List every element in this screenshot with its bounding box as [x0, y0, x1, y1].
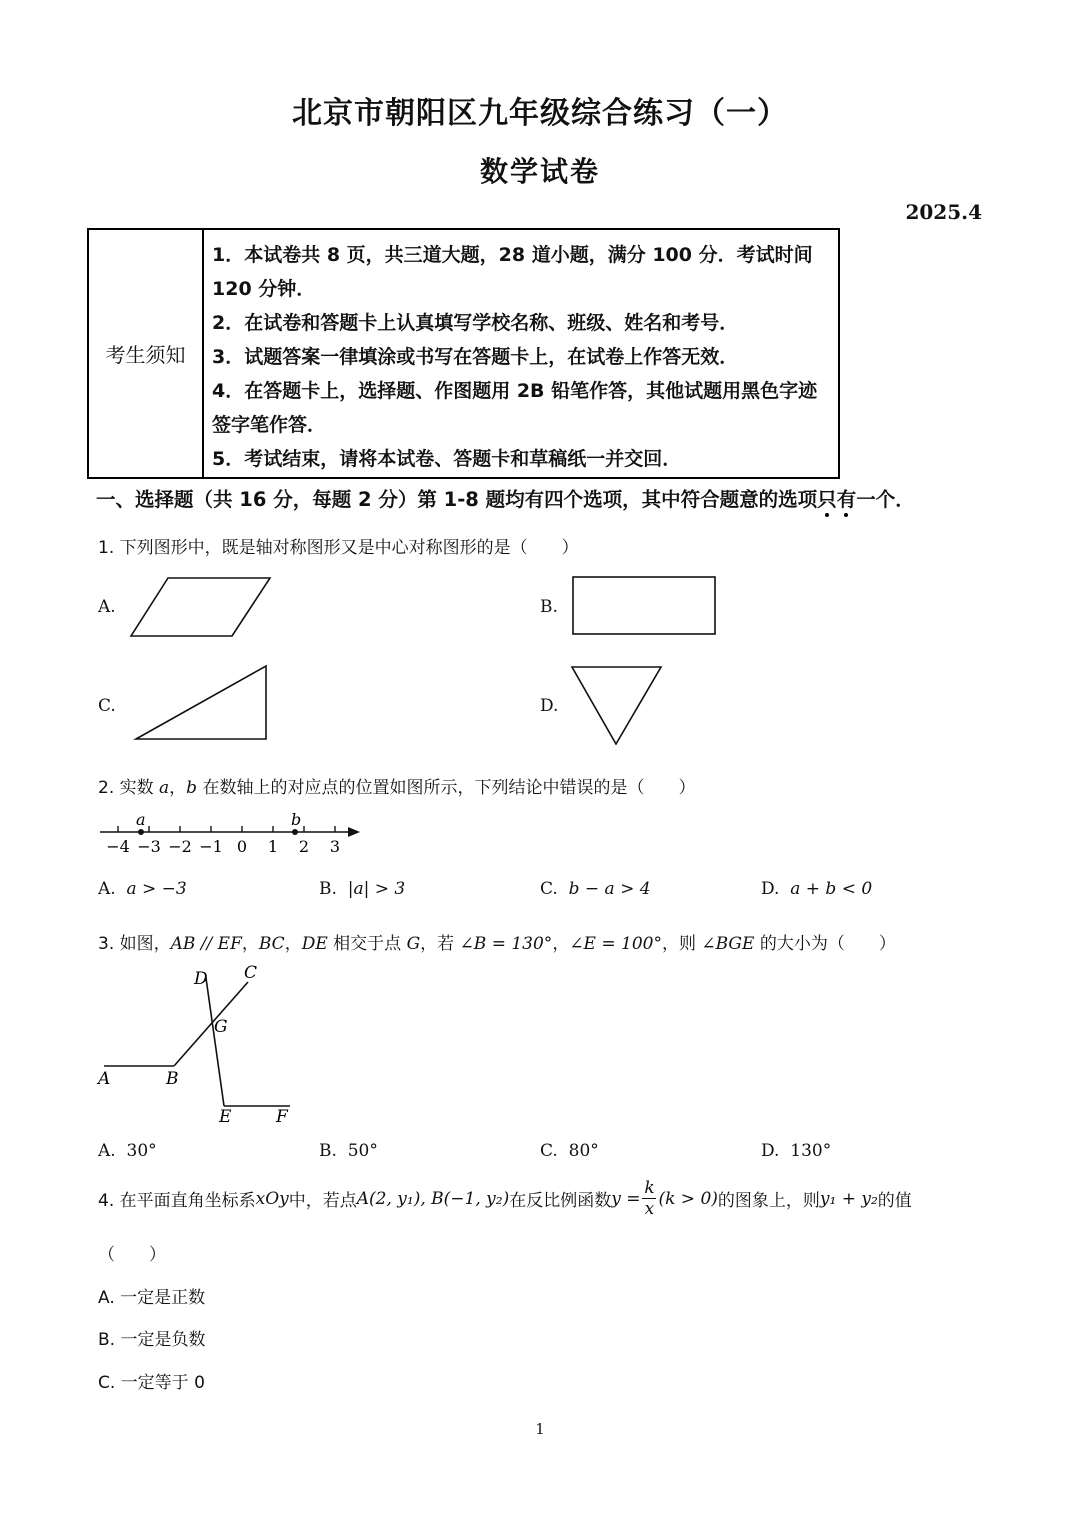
q3-option-a	[98, 1141, 157, 1161]
q2-var-a: a	[159, 778, 170, 798]
q3-sep1: ，	[241, 934, 259, 954]
q4-fraction-denominator: x	[644, 1199, 655, 1219]
q1-rectangle-figure	[571, 575, 719, 637]
number-line-tick-label: −1	[199, 837, 223, 856]
q3-option-b-label: B.	[319, 1141, 337, 1161]
point-a-dot	[138, 829, 144, 835]
notice-label: 考生须知	[89, 230, 204, 477]
q3-option-b	[319, 1141, 378, 1161]
number-line-tick-label: 0	[236, 837, 248, 856]
q1-option-d-label: D.	[540, 696, 559, 716]
q2-stem-prefix: 2. 实数	[98, 778, 160, 798]
q3-geometry-figure	[94, 960, 304, 1130]
q4-option-c-text: 一定等于 0	[120, 1373, 205, 1393]
q4-fraction-numerator: k	[644, 1178, 655, 1198]
q3-line-bc: BC	[258, 934, 285, 954]
number-line-tick-label: −4	[106, 837, 130, 856]
section-heading-end: 一个．	[856, 488, 915, 511]
q3-angle-e: ∠E = 100°	[569, 934, 662, 954]
q4-mid1: 中，若点	[288, 1191, 357, 1211]
notice-item-2: 2．在试卷和答题卡上认真填写学校名称、班级、姓名和考号．	[212, 312, 739, 334]
q1-option-c-label: C.	[98, 696, 116, 716]
exam-subtitle: 数学试卷	[479, 155, 600, 188]
number-line-tick-label: 3	[329, 837, 341, 856]
point-b-dot	[292, 829, 298, 835]
section-heading-main: 一、选择题（共 16 分，每题 2 分）第 1-8 题均有四个选项，其中符合题意的选项	[96, 488, 818, 511]
notice-item-5: 5．考试结束，请将本试卷、答题卡和草稿纸一并交回．	[212, 448, 682, 470]
notice-item-1: 1．本试卷共 8 页，共三道大题，28 道小题，满分 100 分．考试时间 120 分钟．	[212, 244, 813, 300]
q1-stem: 1. 下列图形中，既是轴对称图形又是中心对称图形的是（ ）	[98, 538, 579, 558]
right-triangle-shape	[136, 666, 266, 739]
q4-stem	[98, 1178, 912, 1219]
q4-option-a-text: 一定是正数	[120, 1288, 206, 1308]
point-a-label: a	[136, 810, 146, 829]
q2-option-b-label: B.	[319, 879, 337, 899]
number-line-tick-label: −3	[137, 837, 161, 856]
q3-option-c	[540, 1141, 599, 1161]
candidate-notice-box	[87, 228, 840, 479]
label-d: D	[194, 969, 208, 989]
q3-option-c-label: C.	[540, 1141, 558, 1161]
q3-option-c-text: 80°	[568, 1141, 599, 1161]
q4-option-b-label: B.	[98, 1330, 116, 1350]
q3-option-d	[761, 1141, 831, 1161]
q3-line-de: DE	[301, 934, 328, 954]
q2-option-a-label: A.	[98, 879, 116, 899]
emphasis-have: 有	[836, 488, 857, 511]
q2-option-b	[319, 879, 405, 899]
q4-mid3: 的图象上，则	[717, 1191, 820, 1211]
q4-option-b	[98, 1325, 205, 1350]
q3-parallel-condition: AB // EF	[170, 934, 242, 954]
q3-stem-suffix: 的大小为（ ）	[754, 934, 896, 954]
q2-comma: ，	[169, 778, 187, 798]
q3-angle-b: ∠B = 130°	[459, 934, 553, 954]
q3-option-a-label: A.	[98, 1141, 116, 1161]
q3-option-d-label: D.	[761, 1141, 780, 1161]
label-a: A	[98, 1069, 111, 1089]
label-f: F	[276, 1107, 288, 1127]
q2-option-c-text: b − a > 4	[568, 879, 651, 899]
q4-plane: xOy	[255, 1188, 289, 1209]
q4-points: A(2, y₁), B(−1, y₂)	[356, 1188, 510, 1209]
number-line-tick-label: 2	[298, 837, 310, 856]
label-b: B	[166, 1069, 179, 1089]
q4-option-c-label: C.	[98, 1373, 116, 1393]
number-line-arrow	[348, 827, 360, 837]
q4-stem-suffix: 的值	[877, 1191, 912, 1211]
point-b-label: b	[291, 810, 302, 829]
q1-option-b-label: B.	[540, 597, 558, 617]
q2-option-d-label: D.	[761, 879, 780, 899]
label-c: C	[244, 963, 258, 983]
q3-mid2: ，若	[420, 934, 460, 954]
q3-mid3: ，则	[661, 934, 702, 954]
notice-list	[204, 230, 838, 477]
q4-option-a-label: A.	[98, 1288, 115, 1308]
q3-option-d-text: 130°	[790, 1141, 832, 1161]
q3-mid: 相交于点	[327, 934, 407, 954]
q4-mid2: 在反比例函数	[509, 1191, 612, 1211]
notice-item-3: 3．试题答案一律填涂或书写在答题卡上，在试卷上作答无效．	[212, 346, 739, 368]
parallelogram-shape	[131, 578, 270, 636]
section-heading	[96, 484, 915, 512]
q3-stem-prefix: 3. 如图，	[98, 934, 171, 954]
q2-option-c	[540, 879, 651, 899]
q1-inverted-triangle-figure	[569, 664, 665, 748]
q3-option-b-text: 50°	[347, 1141, 378, 1161]
q4-fraction	[642, 1178, 656, 1219]
q2-option-c-label: C.	[540, 879, 558, 899]
q3-option-a-text: 30°	[126, 1141, 157, 1161]
q4-answer-blank: （ ）	[98, 1245, 166, 1265]
q1-right-triangle-figure	[133, 663, 271, 743]
emphasis-only: 只	[817, 488, 837, 511]
number-line-tick-label: 1	[267, 837, 279, 856]
q2-stem	[98, 773, 695, 798]
q4-sum-expression: y₁ + y₂	[819, 1188, 878, 1209]
label-e: E	[219, 1107, 232, 1127]
q4-option-a	[98, 1283, 205, 1308]
q4-function-lhs: y =	[611, 1188, 641, 1209]
q4-option-b-text: 一定是负数	[120, 1330, 206, 1350]
q3-target-angle: ∠BGE	[701, 934, 755, 954]
label-g: G	[214, 1017, 228, 1037]
q4-option-c	[98, 1368, 205, 1393]
q4-function-condition: (k > 0)	[658, 1188, 718, 1209]
q2-option-b-text: |a| > 3	[347, 879, 406, 899]
q2-var-b: b	[186, 778, 198, 798]
segment-de	[206, 978, 224, 1106]
q2-option-a	[98, 879, 187, 899]
exam-date: 2025.4	[905, 200, 982, 224]
q1-parallelogram-figure	[128, 575, 274, 639]
q3-stem	[98, 929, 896, 954]
q4-stem-prefix: 4. 在平面直角坐标系	[98, 1191, 256, 1211]
rectangle-shape	[573, 577, 715, 634]
notice-item-4: 4．在答题卡上，选择题、作图题用 2B 铅笔作答，其他试题用黑色字迹签字笔作答．	[212, 380, 818, 436]
q3-point-g: G	[406, 934, 421, 954]
segment-bc	[174, 982, 248, 1066]
exam-title: 北京市朝阳区九年级综合练习（一）	[292, 96, 788, 131]
q1-option-a-label: A.	[98, 597, 116, 617]
number-line-tick-label: −2	[168, 837, 192, 856]
q2-stem-suffix: 在数轴上的对应点的位置如图所示，下列结论中错误的是（ ）	[197, 778, 696, 798]
q2-option-d-text: a + b < 0	[790, 879, 873, 899]
q3-sep3: ，	[552, 934, 570, 954]
q3-sep2: ，	[284, 934, 302, 954]
q2-number-line	[96, 810, 366, 858]
inverted-triangle-shape	[572, 667, 661, 744]
q2-option-d	[761, 879, 872, 899]
q2-option-a-text: a > −3	[126, 879, 187, 899]
page-number: 1	[535, 1420, 545, 1438]
